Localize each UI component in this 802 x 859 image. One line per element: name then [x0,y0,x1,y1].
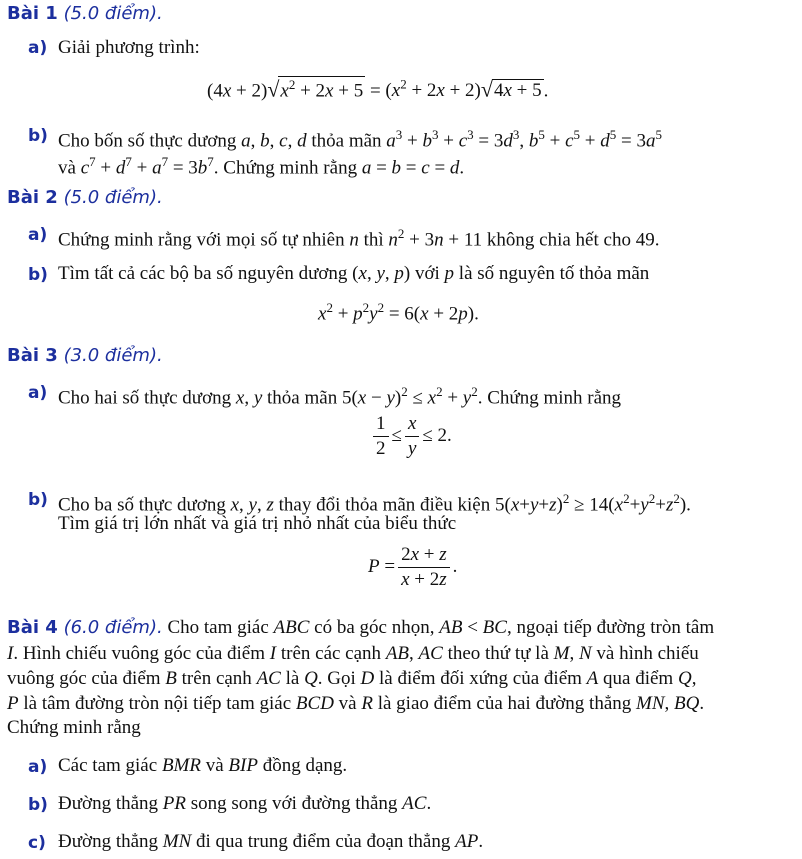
problem-2a-label: a) [28,225,48,245]
problem-1a-equation: $(4x + 2)√x^2 + 2x + 5 = (x^2 + 2x + 2)√4x + 5$ . [207,76,549,102]
problem-2b-equation: $x^2 + p^2y^2 = 6(x + 2p)$. [318,300,479,325]
problem-1b-label: b) [28,126,48,146]
problem-1-points: (5.0 điểm). [63,3,163,24]
problem-2b-text: Tìm tất cả các bộ ba số nguyên dương (x, y, p) với p là số nguyên tố thỏa mãn [58,263,650,284]
problem-1b-line1: Cho bốn số thực dương a, b, c, d thỏa mãn $a^3 + b^3 + c^3 = 3d^3$, $b^5 + c^5 + d^5 = 3a^5$ [58,127,662,152]
problem-4b-label: b) [28,795,48,815]
problem-4-line1: Bài 4 (6.0 điểm). Cho tam giác ABC có ba góc nhọn, AB < BC, ngoại tiếp đường tròn tâm [7,617,715,638]
problem-2-header [7,187,163,208]
problem-3a-label: a) [28,383,48,403]
problem-2-points: (5.0 điểm). [63,187,163,208]
problem-1-header [7,3,163,24]
problem-4-line3: vuông góc của điểm B trên cạnh AC là Q. Gọi D là điểm đối xứng của điểm A qua điểm Q, [7,668,697,689]
problem-4-line5: Chứng minh rằng [7,717,141,738]
problem-2-title: Bài 2 [7,187,58,208]
problem-3b-expression: P = $\frac{2x + z}{x + 2z}$ . [368,544,458,590]
problem-4-line4: P là tâm đường tròn nội tiếp tam giác BCD và R là giao điểm của hai đường thẳng MN, BQ. [7,693,705,714]
problem-3b-line1: Cho ba số thực dương x, y, z thay đổi thỏa mãn điều kiện $5(x+y+z)^2 \ge 14(x^2+y^2+z^2)$. [58,491,691,516]
eq-rhs-a: $(x^2 + 2x + 2)$ [385,77,481,102]
problem-1-title: Bài 1 [7,3,58,24]
problem-3a-inequality: $\frac{1}{2}$ ≤ $\frac{x}{y}$ ≤ 2. [370,412,452,461]
problem-4a-label: a) [28,757,48,777]
problem-3a-text: Cho hai số thực dương x, y thỏa mãn $5(x - y)^2 \le x^2 + y^2$. Chứng minh rằng [58,384,622,409]
problem-4-points: (6.0 điểm). [63,617,163,638]
eq-equals: = [369,80,381,102]
problem-1b-line2: và $c^7 + d^7 + a^7 = 3b^7$. Chứng minh rằng a = b = c = d. [58,154,465,179]
problem-1a-label: a) [28,38,48,58]
problem-4-title: Bài 4 [7,617,58,638]
eq-lhs-a: (4x + 2) [207,80,268,102]
problem-4c-text: Đường thẳng MN đi qua trung điểm của đoạn thẳng AP. [58,831,484,852]
problem-2a-text: Chứng minh rằng với mọi số tự nhiên n thì $n^2 + 3n + 11$ không chia hết cho 49. [58,226,660,251]
problem-3b-line2: Tìm giá trị lớn nhất và giá trị nhỏ nhất của biểu thức [58,513,457,534]
problem-3-header [7,345,163,366]
problem-4a-text: Các tam giác BMR và BIP đồng dạng. [58,755,348,776]
problem-4-line2: I. Hình chiếu vuông góc của điểm I trên các cạnh AB, AC theo thứ tự là M, N và hình chiếu [7,643,699,664]
problem-4b-text: Đường thẳng PR song song với đường thẳng AC. [58,793,432,814]
problem-3b-label: b) [28,490,48,510]
problem-4c-label: c) [28,833,46,853]
problem-3-points: (3.0 điểm). [63,345,163,366]
problem-3-title: Bài 3 [7,345,58,366]
problem-2b-label: b) [28,265,48,285]
problem-1a-text: Giải phương trình: [58,37,200,58]
